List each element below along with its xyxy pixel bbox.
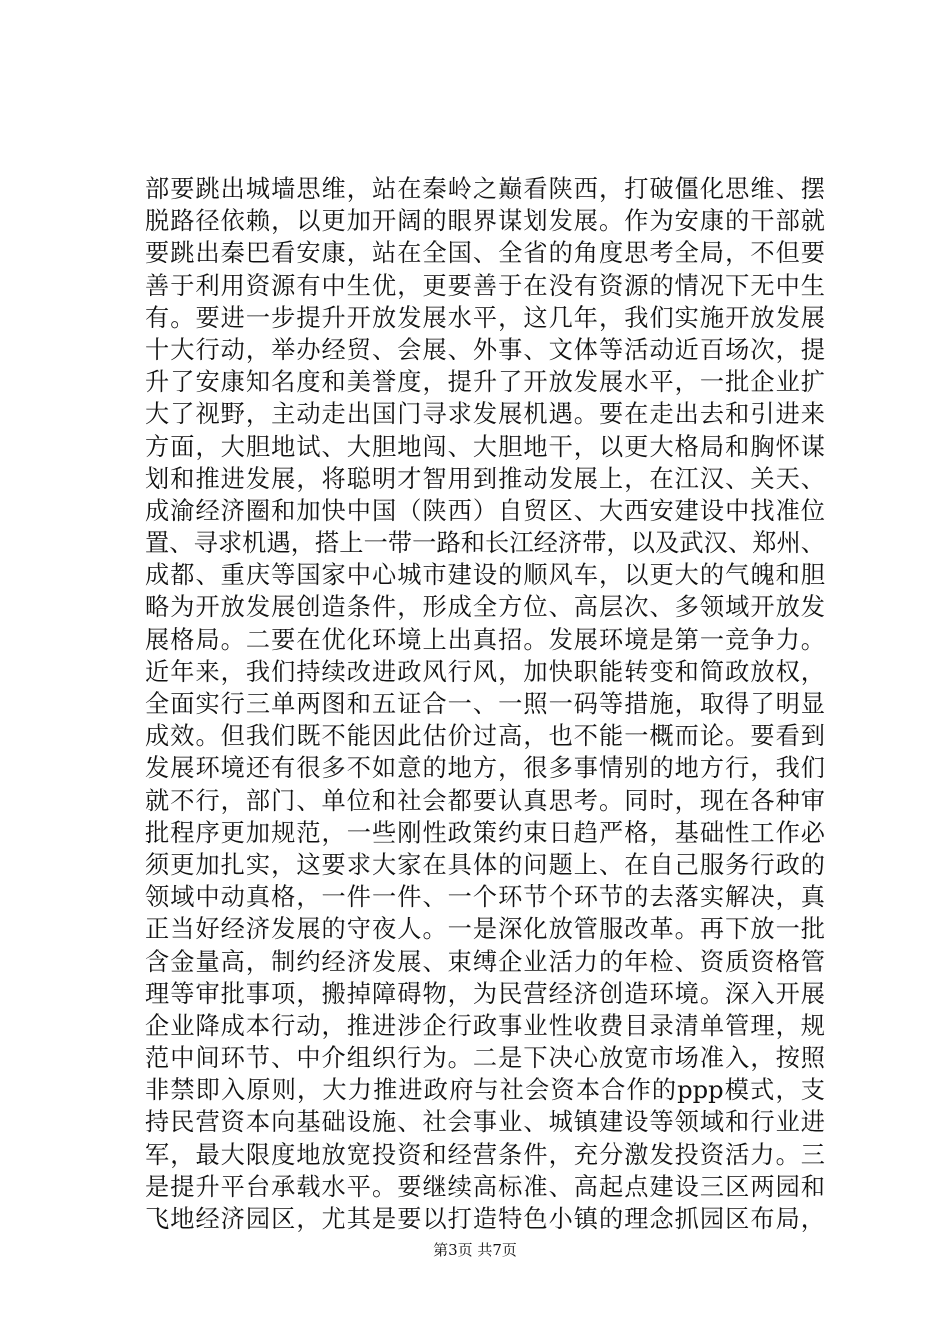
text-line: 划和推进发展，将聪明才智用到推动发展上，在江汉、关天、 (145, 464, 825, 493)
text-line: 含金量高，制约经济发展、束缚企业活力的年检、资质资格管 (145, 947, 825, 976)
page-number-label: 第3页 共7页 (433, 1241, 517, 1259)
text-line: 持民营资本向基础设施、社会事业、城镇建设等领域和行业进 (145, 1108, 825, 1137)
text-line: 置、寻求机遇，搭上一带一路和长江经济带，以及武汉、郑州、 (145, 529, 825, 558)
text-line: 全面实行三单两图和五证合一、一照一码等措施，取得了明显 (145, 690, 825, 718)
text-line: 展格局。二要在优化环境上出真招。发展环境是第一竞争力。 (145, 625, 825, 654)
text-line: 近年来，我们持续改进政风行风，加快职能转变和简政放权， (145, 657, 825, 686)
text-line: 十大行动，举办经贸、会展、外事、文体等活动近百场次，提 (145, 335, 825, 364)
text-line: 部要跳出城墙思维，站在秦岭之巅看陕西，打破僵化思维、摆 (145, 175, 825, 203)
text-line: 领域中动真格，一件一件、一个环节个环节的去落实解决，真 (145, 883, 825, 912)
text-line: 非禁即入原则，大力推进政府与社会资本合作的ppp模式，支 (145, 1076, 825, 1105)
text-line: 正当好经济发展的守夜人。一是深化放管服改革。再下放一批 (145, 915, 825, 944)
text-line: 军，最大限度地放宽投资和经营条件，充分激发投资活力。三 (145, 1140, 825, 1169)
text-line: 理等审批事项，搬掉障碍物，为民营经济创造环境。深入开展 (145, 979, 825, 1008)
text-line: 大了视野，主动走出国门寻求发展机遇。要在走出去和引进来 (145, 400, 825, 429)
text-line: 方面，大胆地试、大胆地闯、大胆地干，以更大格局和胸怀谋 (145, 432, 825, 461)
text-line: 是提升平台承载水平。要继续高标准、高起点建设三区两园和 (145, 1172, 825, 1201)
text-line: 成都、重庆等国家中心城市建设的顺风车，以更大的气魄和胆 (145, 561, 825, 590)
text-line: 须更加扎实，这要求大家在具体的问题上、在自己服务行政的 (145, 850, 825, 879)
text-line: 范中间环节、中介组织行为。二是下决心放宽市场准入，按照 (145, 1044, 825, 1073)
body-text (145, 173, 825, 1235)
text-line: 升了安康知名度和美誉度，提升了开放发展水平，一批企业扩 (145, 368, 825, 397)
text-line: 企业降成本行动，推进涉企行政事业性收费目录清单管理，规 (145, 1011, 825, 1040)
text-line: 有。要进一步提升开放发展水平，这几年，我们实施开放发展 (145, 303, 825, 332)
text-line: 就不行，部门、单位和社会都要认真思考。同时，现在各种审 (145, 786, 825, 815)
text-line: 善于利用资源有中生优，更要善于在没有资源的情况下无中生 (145, 271, 825, 300)
text-line: 成渝经济圈和加快中国（陕西）自贸区、大西安建设中找准位 (145, 496, 825, 525)
text-line: 飞地经济园区，尤其是要以打造特色小镇的理念抓园区布局， (145, 1205, 825, 1233)
text-line: 脱路径依赖，以更加开阔的眼界谋划发展。作为安康的干部就 (145, 207, 825, 236)
text-line: 发展环境还有很多不如意的地方，很多事情别的地方行，我们 (145, 754, 825, 783)
text-line: 要跳出秦巴看安康，站在全国、全省的角度思考全局，不但要 (145, 239, 825, 268)
text-line: 略为开放发展创造条件，形成全方位、高层次、多领域开放发 (145, 593, 825, 622)
text-line: 成效。但我们既不能因此估价过高，也不能一概而论。要看到 (145, 722, 825, 751)
text-line: 批程序更加规范，一些刚性政策约束日趋严格，基础性工作必 (145, 818, 825, 847)
page-footer (0, 1240, 950, 1260)
